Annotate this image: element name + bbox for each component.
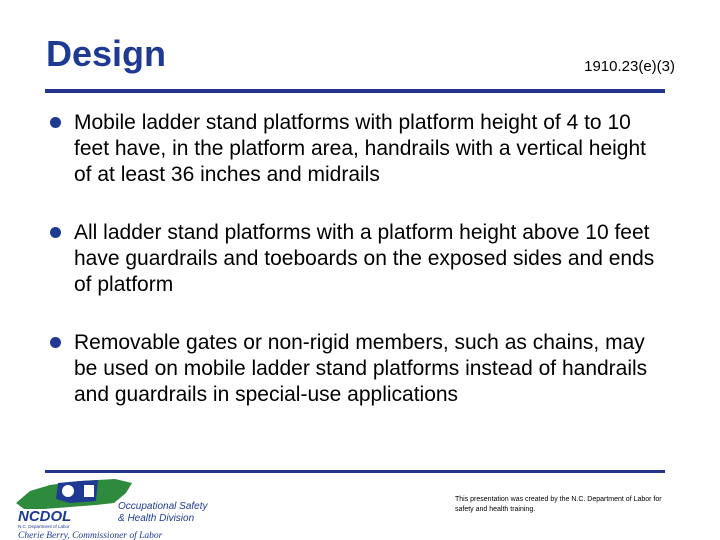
division-line2: & Health Division (118, 513, 195, 524)
standard-reference: 1910.23(e)(3) (584, 58, 675, 75)
bullet-item (48, 220, 668, 298)
division-line1: Occupational Safety (118, 501, 208, 512)
presentation-credit: This presentation was created by the N.C. Department of Labor for safety and health training. (455, 496, 662, 513)
commissioner-text: Cherie Berry, Commissioner of Labor (18, 531, 163, 540)
title-divider (45, 89, 665, 93)
ncdol-logo (10, 475, 270, 540)
worker-icon (62, 485, 74, 497)
bullet-dot-icon (50, 227, 61, 238)
bullet-item (48, 110, 668, 188)
bullet-list (48, 110, 668, 440)
logo-ncdol-text: NCDOL (18, 508, 72, 525)
slide-title: Design (46, 33, 167, 74)
building-icon (84, 485, 94, 497)
bullet-item (48, 330, 668, 408)
bullet-dot-icon (50, 117, 61, 128)
bullet-text: Mobile ladder stand platforms with platform height of 4 to 10 feet have, in the platform area, handrails with a vertical height of at least 36 inches and midrails (74, 111, 646, 186)
bullet-text: Removable gates or non-rigid members, such as chains, may be used on mobile ladder stand platforms instead of handrails and guardrails in special-use applications (74, 331, 648, 406)
bullet-dot-icon (50, 337, 61, 348)
footer-divider (45, 470, 665, 473)
bullet-text: All ladder stand platforms with a platform height above 10 feet have guardrails and toeboards on the exposed sides and ends of platform (74, 221, 655, 296)
logo-dept-text: N.C. Department of Labor (18, 524, 70, 529)
